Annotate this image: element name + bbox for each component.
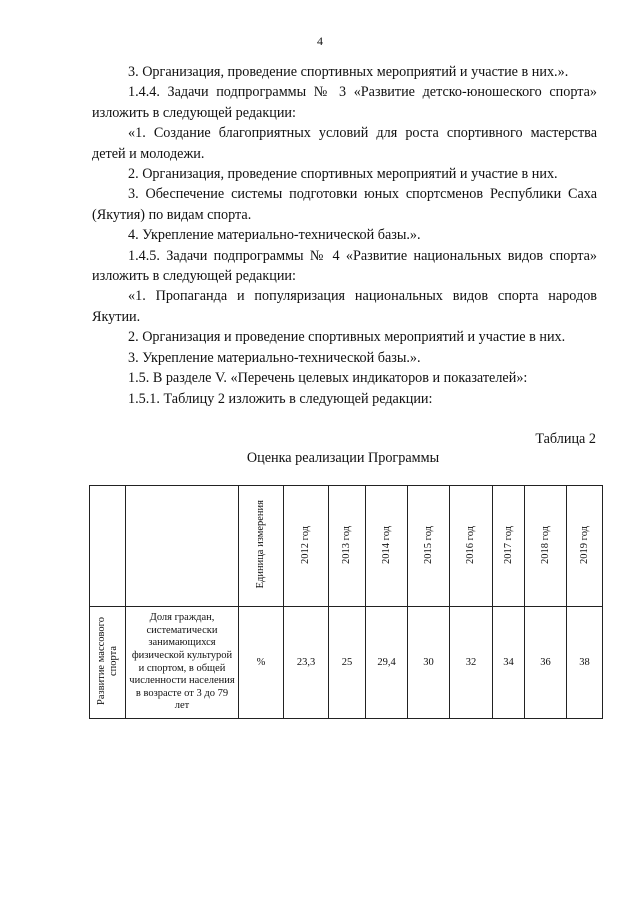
- value-cell: 23,3: [284, 607, 329, 719]
- page-number: 4: [317, 34, 323, 48]
- table-row: [90, 607, 603, 719]
- paragraph: 2. Организация, проведение спортивных мероприятий и участие в них.: [128, 166, 558, 183]
- year-header: 2012 год: [300, 525, 311, 564]
- header-cell-year: [450, 486, 493, 607]
- value-cell: 25: [329, 607, 366, 719]
- paragraph: 2. Организация и проведение спортивных мероприятий и участие в них.: [128, 329, 566, 346]
- year-header: 2013 год: [341, 525, 352, 564]
- header-cell-year: [329, 486, 366, 607]
- header-cell-year: [567, 486, 603, 607]
- header-cell-year: [366, 486, 408, 607]
- value-cell: 32: [450, 607, 493, 719]
- year-header: 2019 год: [578, 525, 590, 564]
- header-cell-year: [408, 486, 450, 607]
- header-cell-year: [284, 486, 329, 607]
- paragraph: 1.4.5. Задачи подпрограммы № 4 «Развитие национальных видов спорта» изложить в следующей редакции:: [92, 247, 597, 285]
- header-cell-unit: [239, 486, 284, 607]
- paragraph: 1.5.1. Таблицу 2 изложить в следующей редакции:: [128, 390, 433, 407]
- body-text: [92, 62, 597, 409]
- value-cell: 34: [493, 607, 525, 719]
- paragraph: 4. Укрепление материально-технической базы.».: [128, 227, 421, 244]
- value-cell: 36: [525, 607, 567, 719]
- value-cell: 29,4: [366, 607, 408, 719]
- unit-header: Единица измерения: [255, 500, 266, 589]
- paragraph: «1. Создание благоприятных условий для роста спортивного мастерства детей и молодежи.: [92, 125, 597, 162]
- section-cell: [90, 607, 126, 719]
- year-header: 2018 год: [539, 525, 551, 564]
- header-cell-empty: [126, 486, 239, 607]
- paragraph: 1.4.4. Задачи подпрограммы № 3 «Развитие детско-юношеского спорта» изложить в следующей редакции:: [92, 84, 597, 121]
- unit-cell: %: [239, 607, 284, 719]
- year-header: 2015 год: [422, 525, 434, 564]
- value-cell: 38: [567, 607, 603, 719]
- header-cell-year: [493, 486, 525, 607]
- indicator-cell: Доля граждан, систематически занимающихся физической культурой и спортом, в общей численности населения в возрасте от 3 до 79 лет: [126, 607, 239, 719]
- section-label: Развитие массового спорта: [95, 617, 119, 705]
- paragraph: 1.5. В разделе V. «Перечень целевых индикаторов и показателей»:: [128, 370, 528, 387]
- table-title: Оценка реализации Программы: [246, 450, 440, 466]
- header-cell-year: [525, 486, 567, 607]
- year-header: 2016 год: [465, 525, 476, 564]
- paragraph: 3. Обеспечение системы подготовки юных спортсменов Республики Саха (Якутия) по видам спорта.: [92, 186, 597, 223]
- header-cell-empty: [90, 486, 126, 607]
- year-header: 2017 год: [502, 525, 514, 564]
- paragraph: 3. Организация, проведение спортивных мероприятий и участие в них.».: [128, 64, 569, 80]
- value-cell: 30: [408, 607, 450, 719]
- table-label: Таблица 2: [535, 431, 596, 447]
- table-header-row: [90, 486, 603, 607]
- paragraph: 3. Укрепление материально-технической базы.».: [128, 349, 421, 366]
- evaluation-table: [89, 485, 603, 719]
- paragraph: «1. Пропаганда и популяризация национальных видов спорта народов Якутии.: [92, 288, 597, 325]
- year-header: 2014 год: [380, 525, 392, 564]
